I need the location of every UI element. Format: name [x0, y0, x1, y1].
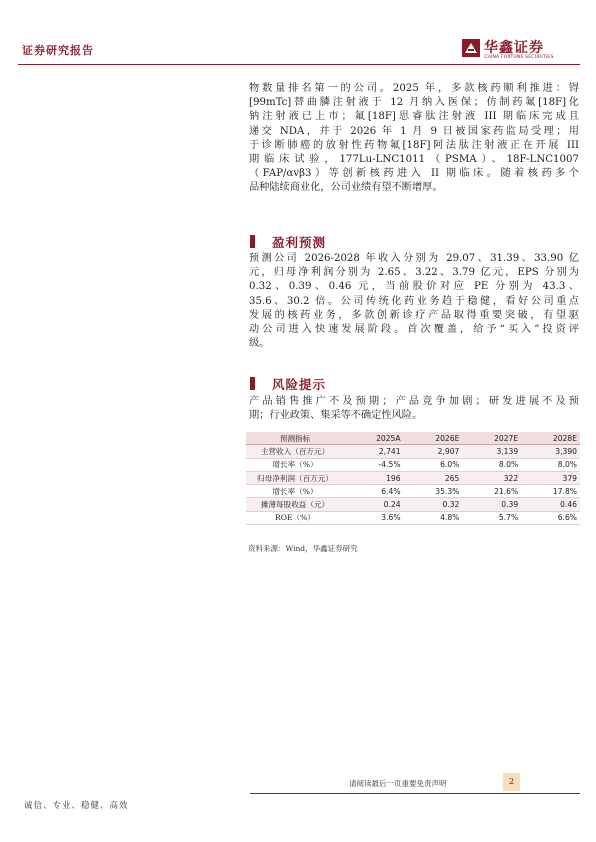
company-motto: 诚信、专业、稳健、高效: [24, 801, 129, 811]
row-label: 增长率（%）: [272, 486, 318, 496]
table-cell: 3,390: [521, 445, 580, 458]
forecast-table: [246, 432, 580, 525]
table-cell: -4.5%: [378, 460, 401, 470]
text-line: 于诊断肺癌的放射性药物氟[18F]阿法肽注射液正在开展 III: [249, 139, 579, 151]
report-type-label: 证券研究报告: [22, 44, 94, 57]
brand-mark-icon: [462, 39, 480, 57]
table-header-row: [246, 432, 580, 445]
text-line: 品种陆续商业化，公司业绩有望不断增厚。: [249, 182, 443, 194]
table-row: [246, 445, 580, 458]
text-line: 动公司进入快速发展阶段。首次覆盖，给予“买入”投资评: [249, 324, 579, 336]
intro-paragraph: [249, 82, 579, 196]
brand-name-en: CHINA FORTUNE SECURITIES: [484, 55, 554, 60]
row-label: 归母净利润（百万元）: [246, 471, 344, 484]
table-cell: 196: [344, 471, 404, 484]
table-cell: 21.6%: [494, 486, 519, 496]
table-cell: 2,907: [404, 445, 463, 458]
text-line: 期；行业政策、集采等不确定性风险。: [249, 410, 423, 422]
table-cell: 379: [521, 471, 580, 484]
table-header-cell: 2028E: [521, 432, 580, 445]
risk-paragraph: [249, 395, 579, 423]
header-divider: [18, 64, 580, 65]
table-row: [246, 511, 580, 524]
table-cell: 0.24: [344, 498, 404, 511]
table-cell: 17.8%: [552, 486, 577, 496]
table-header-cell: 预测指标: [246, 432, 344, 445]
table-row: [246, 498, 580, 511]
forecast-paragraph: [249, 252, 579, 351]
table-cell: 6.4%: [381, 486, 401, 496]
text-line: 元，归母净利润分别为 2.65、3.22、3.79 亿元，EPS 分别为: [249, 267, 579, 279]
section-marker-icon: [250, 377, 255, 390]
row-label: 摊薄每股收益（元）: [246, 498, 344, 511]
table-cell: 8.0%: [498, 460, 519, 470]
table-header-cell: 2025A: [344, 432, 404, 445]
brand-name-cn: 华鑫证券: [484, 40, 544, 56]
table-cell: 0.39: [462, 498, 521, 511]
brand-logo: [462, 37, 582, 63]
text-line: 钠注射液已上市；氟[18F]思睿肽注射液 III 期临床完成且: [249, 111, 579, 123]
table-cell: 5.7%: [498, 513, 519, 523]
row-label: 增长率（%）: [272, 460, 318, 470]
table-cell: 3,139: [462, 445, 521, 458]
table-header-cell: 2026E: [404, 432, 463, 445]
text-line: 级。: [249, 338, 270, 350]
table-cell: 6.6%: [557, 513, 577, 523]
text-line: （FAP/αvβ3）等创新核药进入 II 期临床。随着核药多个: [249, 168, 579, 180]
text-line: 期临床试验，177Lu-LNC1011（PSMA）、18F-LNC1007: [249, 154, 579, 166]
text-line: 35.6、30.2 倍。公司传统化药业务趋于稳健，看好公司重点: [249, 295, 579, 307]
text-line: 物数量排名第一的公司。2025 年，多款核药顺利推进：锝: [249, 83, 579, 94]
text-line: 产品销售推广不及预期；产品竞争加剧；研发进展不及预: [249, 396, 579, 407]
table-source-note: 资料来源：Wind，华鑫证券研究: [248, 544, 358, 553]
text-line: 0.32、0.39、0.46 元，当前股价对应 PE 分别为 43.3、: [249, 281, 579, 293]
text-line: 发展的核药业务，多款创新诊疗产品取得重要突破，有望驱: [249, 309, 579, 321]
table-row: [246, 458, 580, 471]
page-number: 2: [503, 773, 520, 791]
text-line: 递交 NDA，并于 2026 年 1 月 9 日被国家药监局受理；用: [249, 125, 579, 137]
table-cell: 35.3%: [435, 486, 460, 496]
row-label: ROE（%）: [275, 513, 315, 523]
row-label: 主营收入（百万元）: [246, 445, 344, 458]
table-cell: 4.8%: [440, 513, 460, 523]
table-cell: 322: [462, 471, 521, 484]
disclaimer-link-text: 请阅读最后一页重要免责声明: [349, 779, 447, 788]
text-line: [99mTc]替曲膦注射液于 12 月纳入医保；仿制药氟[18F]化: [249, 97, 579, 109]
table-cell: 0.46: [521, 498, 580, 511]
section-marker-icon: [250, 235, 255, 248]
table-cell: 265: [404, 471, 463, 484]
table-row: [246, 471, 580, 484]
table-cell: 0.32: [404, 498, 463, 511]
table-row: [246, 485, 580, 498]
table-cell: 6.0%: [440, 460, 460, 470]
table-cell: 2,741: [344, 445, 404, 458]
footer-divider: [250, 793, 580, 794]
table-cell: 8.0%: [557, 460, 577, 470]
table-header-cell: 2027E: [462, 432, 521, 445]
text-line: 预测公司 2026-2028 年收入分别为 29.07、31.39、33.90 亿: [249, 253, 579, 264]
table-cell: 3.6%: [381, 513, 401, 523]
